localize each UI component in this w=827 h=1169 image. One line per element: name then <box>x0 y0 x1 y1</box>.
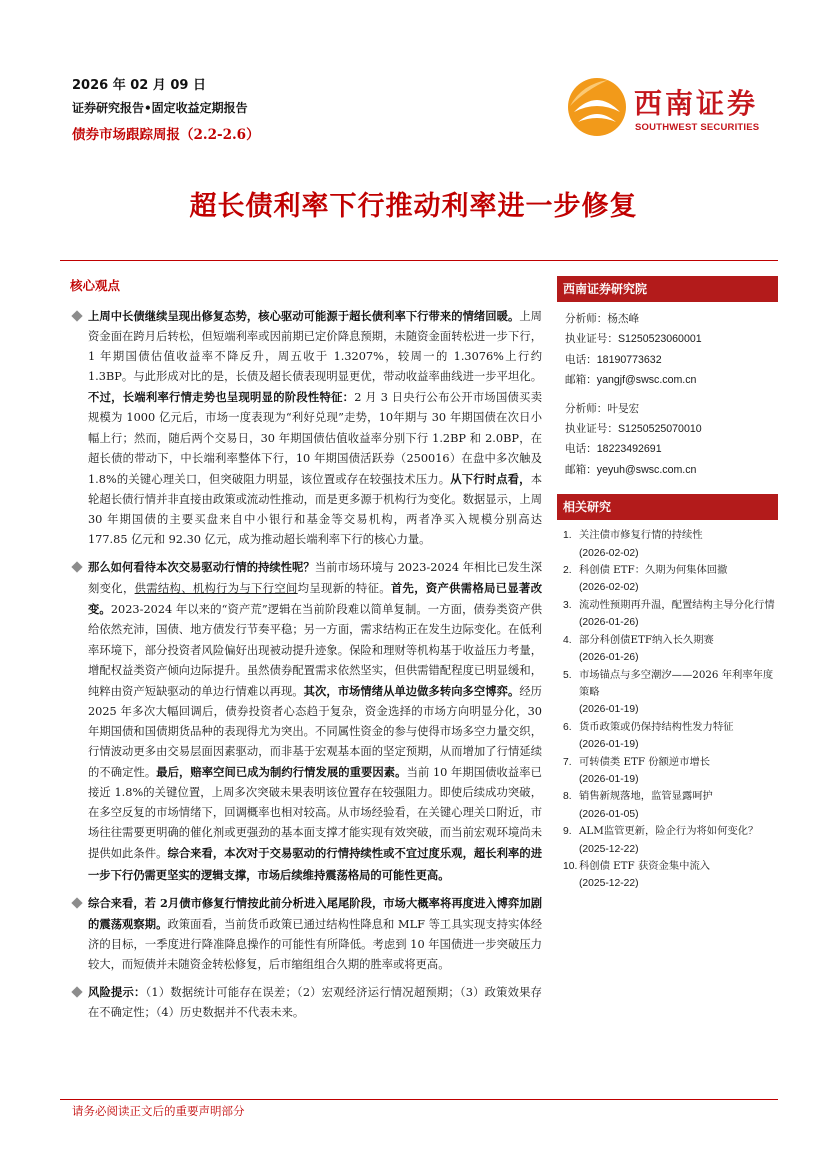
item-number: 4. <box>563 634 572 646</box>
report-series: 债券市场跟踪周报（2.2-2.6） <box>72 127 260 143</box>
related-item[interactable] <box>563 754 778 789</box>
logo-english-name: SOUTHWEST SECURITIES <box>635 122 760 133</box>
report-type: 证券研究报告•固定收益定期报告 <box>72 101 248 115</box>
related-item[interactable] <box>563 858 778 893</box>
item-date: (2025-12-22) <box>579 878 639 890</box>
section-heading: 核心观点 <box>70 278 121 293</box>
item-title: 科创债 ETF 获资金集中流入 <box>579 859 711 872</box>
body-text: 均呈现新的特征。 <box>297 582 391 596</box>
bold-text: 从下行时点看， <box>450 471 531 486</box>
southwest-securities-logo <box>566 78 766 138</box>
email-label: 邮箱： <box>565 374 597 387</box>
bold-text: 那么如何看待本次交易驱动行情的持续性呢？ <box>88 560 315 575</box>
risk-warning <box>70 982 542 1023</box>
email-link[interactable]: yangjf@swsc.com.cn <box>596 374 697 387</box>
report-title: 超长债利率下行推动利率进一步修复 <box>189 191 638 222</box>
sidebar <box>557 276 778 893</box>
core-point-3 <box>70 893 542 975</box>
item-title: 流动性预期再升温，配置结构主导分化行情 <box>579 598 775 611</box>
related-item[interactable] <box>563 823 778 858</box>
item-title: 科创债 ETF：久期为何集体回撤 <box>579 564 728 577</box>
bold-text: 风险提示： <box>88 985 146 999</box>
body-text: 2 月 3 日央行公布公开市场国债买卖规模为 1000 亿元后，市场一度表现为“利好兑现”走势，10年期与 30 年期国债在次日小幅上行；然而，随后两个交易日，30 年期国债估值收益率分别下行 1.2BP 和 2.0BP，在超长债的带动下，中长端利率整体下行，10 年期国债活跃券（250016）在盘中多次触及 1.8%的关键心理关口，但突破阻力明显，该位置或存在较强技术压力。 <box>88 391 542 486</box>
bold-text: 最后，赔率空间已成为制约行情发展的重要因素。 <box>156 765 407 780</box>
underlined-text: 供需结构、机构行为与下行空间 <box>134 582 298 596</box>
phone-number: 18223492691 <box>596 443 662 456</box>
bold-text: 首先，资产供需格局已显著改变。 <box>88 581 542 617</box>
institute-bar: 西南证券研究院 <box>557 276 778 302</box>
license-label: 执业证号： <box>565 333 618 346</box>
core-point-1 <box>70 306 542 550</box>
bold-text: 其次，市场情绪从单边做多转向多空博弈。 <box>303 683 520 698</box>
item-title: 关注债市修复行情的持续性 <box>579 529 703 542</box>
related-research-bar: 相关研究 <box>557 494 778 520</box>
body-text: 政策面看，当前货币政策已通过结构性降息和 MLF 等工具实现支持实体经济的目标，一季度进行降准降息操作的可能性有所降低。考虑到 10 年国债进一步突破压力较大，而短债并未随资金转松修复，后市缩组组合久期的胜率或将更高。 <box>88 917 542 971</box>
footer-divider <box>60 1099 778 1100</box>
item-date: (2025-12-22) <box>579 843 639 855</box>
analyst-card <box>557 399 778 481</box>
phone-row <box>565 350 778 370</box>
item-date: (2026-01-26) <box>579 617 639 629</box>
email-row <box>565 460 778 480</box>
license-label: 执业证号： <box>565 423 618 436</box>
body-text: 当前市场环境与 2023-2024 年相比已发生深刻变化， <box>88 561 542 596</box>
item-date: (2026-01-19) <box>579 773 639 785</box>
email-link[interactable]: yeyuh@swsc.com.cn <box>596 463 697 476</box>
item-title: 可转债类 ETF 份额逆市增长 <box>579 755 711 768</box>
item-number: 8. <box>563 791 572 803</box>
phone-label: 电话： <box>565 443 597 456</box>
core-views-section <box>70 276 542 1023</box>
item-number: 7. <box>563 756 572 768</box>
related-item[interactable] <box>563 597 778 632</box>
item-date: (2026-01-26) <box>579 652 639 664</box>
license-number: S1250525070010 <box>617 423 702 436</box>
item-number: 6. <box>563 721 572 733</box>
item-title: 销售新规落地，监管显露呵护 <box>579 790 713 803</box>
body-text: 经历 2025 年多次大幅回调后，债券投资者心态趋于复杂，资金选择的市场方向明显分化，30 年期国债和国债期货品种的表现得尤为突出。不同属性资金的参与使得市场多空力量交织，行情波动更多由交易层面因素驱动，而非基于宏观基本面的坚定预期，从而增加了行情延续的不确定性。 <box>88 684 542 780</box>
related-research-list <box>557 527 778 893</box>
item-number: 10. <box>563 860 578 872</box>
body-text: 上周资金面在跨月后转松，但短端利率或因前期已定价降息预期，未随资金面转松进一步下行，1 年期国债估值收益率不降反升，周五收于 1.3207%，较周一的 1.3076%上行约 1.3BP。与此形成对比的是，长债及超长债表现明显更优，带动收益率曲线进一步平坦化。 <box>88 310 542 384</box>
core-point-2 <box>70 557 542 886</box>
license-row <box>565 329 778 349</box>
license-number: S1250523060001 <box>617 333 702 346</box>
analyst-name: 分析师：杨杰峰 <box>565 313 640 325</box>
related-item[interactable] <box>563 562 778 597</box>
report-header <box>72 74 260 143</box>
body-text: 本轮超长债行情并非直接由政策或流动性推动，而是更多源于机构行为变化。数据显示，上周 30 年期国债的主要买盘来自中小银行和基金等交易机构，两者净买入规模分别高达 177.85 亿元和 92.30 亿元，成为推动超长端利率下行的核心力量。 <box>88 472 542 547</box>
item-date: (2026-01-19) <box>579 704 639 716</box>
body-text: （1）数据统计可能存在误差；（2）宏观经济运行情况超预期；（3）政策效果存在不确定性；（4）历史数据并不代表未来。 <box>88 986 542 1020</box>
item-date: (2026-02-02) <box>579 582 639 594</box>
related-item[interactable] <box>563 719 778 754</box>
email-row <box>565 370 778 390</box>
logo-chinese-name: 西南证券 <box>634 87 759 120</box>
item-date: (2026-02-02) <box>579 547 639 559</box>
item-number: 5. <box>563 669 572 681</box>
phone-label: 电话： <box>565 353 597 366</box>
item-title: 市场锚点与多空潮汐——2026 年利率年度策略 <box>579 668 774 698</box>
item-number: 3. <box>563 599 572 611</box>
report-date: 2026 年 02 月 09 日 <box>72 78 206 93</box>
phone-row <box>565 439 778 459</box>
license-row <box>565 419 778 439</box>
bold-text: 上周中长债继续呈现出修复态势，核心驱动可能源于超长债利率下行带来的情绪回暖。 <box>88 309 520 323</box>
item-title: ALM监管更新，险企行为将如何变化？ <box>579 825 759 838</box>
phone-number: 18190773632 <box>596 353 662 366</box>
disclaimer-notice: 请务必阅读正文后的重要声明部分 <box>72 1104 245 1118</box>
logo-emblem-icon <box>566 76 628 138</box>
item-number: 1. <box>563 530 572 542</box>
related-item[interactable] <box>563 632 778 667</box>
related-item[interactable] <box>563 667 778 719</box>
related-item[interactable] <box>563 527 778 562</box>
item-title: 部分科创债ETF纳入长久期赛 <box>579 633 714 646</box>
item-title: 货币政策或仍保持结构性发力特征 <box>579 720 734 733</box>
body-text: 当前 10 年期国债收益率已接近 1.8%的关键位置，上周多次突破未果表明该位置存在较强阻力。即使后续成功突破，在多空反复的市场情绪下，回调概率也相对较高。从市场经验看，在关键心理关口附近，市场往往需要更明确的催化剂或更强劲的基本面支撑才能实现有效突破，而当前宏观环境尚未提供如此条件。 <box>88 766 542 861</box>
bold-text: 不过，长端利率行情走势也呈现明显的阶段性特征： <box>88 390 355 405</box>
analyst-card <box>557 309 778 391</box>
header-divider <box>60 260 778 261</box>
bold-text: 综合来看，本次对于交易驱动的行情持续性或不宜过度乐观，超长利率的进一步下行仍需更坚实的逻辑支撑，市场后续维持震荡格局的可能性更高。 <box>88 846 542 882</box>
body-text: 2023-2024 年以来的“资产荒”逻辑在当前阶段难以简单复制。一方面，债券类资产供给依然充沛，国债、地方债发行节奏平稳；另一方面，需求结构正在发生边际变化。在低利率环境下，部分投资者风险偏好出现被动提升迹象。保险和理财等机构基于收益压力考量，增配权益类资产倾向边际提升。虽然债券配置需求依然坚实，但供需错配程度已明显缓和，纯粹由资产短缺驱动的单边行情难以再现。 <box>88 603 542 698</box>
item-number: 2. <box>563 565 572 577</box>
related-item[interactable] <box>563 788 778 823</box>
bold-text: 综合来看，若 2月债市修复行情按此前分析进入尾尾阶段，市场大概率将再度进入博弈加剧的震荡观察期。 <box>88 895 542 931</box>
analyst-name: 分析师：叶旻宏 <box>565 402 640 415</box>
email-label: 邮箱： <box>565 463 597 476</box>
item-date: (2026-01-05) <box>579 808 639 820</box>
item-number: 9. <box>563 826 572 838</box>
item-date: (2026-01-19) <box>579 739 639 751</box>
